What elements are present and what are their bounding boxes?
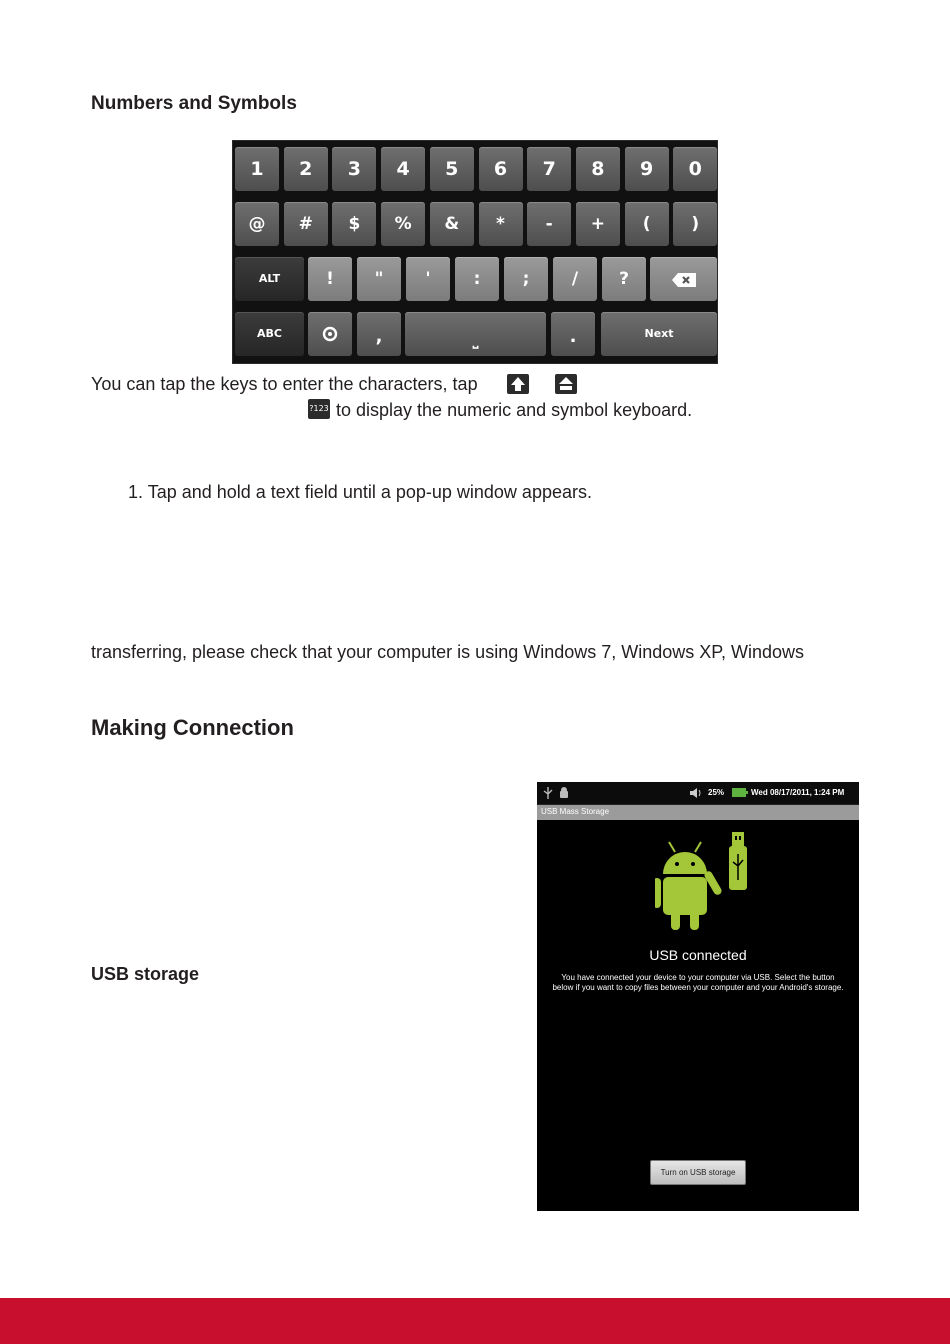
key-label: " bbox=[374, 269, 384, 289]
paragraph-line-2: to display the numeric and symbol keyboard. bbox=[336, 400, 693, 420]
key-label: * bbox=[496, 214, 505, 234]
usb-connected-screenshot bbox=[537, 782, 859, 1211]
comma-key-label: , bbox=[375, 326, 383, 347]
status-datetime: Wed 08/17/2011, 1:24 PM bbox=[751, 788, 845, 797]
key-4-keyboard-row3-keys[interactable] bbox=[504, 257, 548, 301]
key-4-keyboard-row2[interactable] bbox=[430, 202, 474, 246]
title-bar-text: USB Mass Storage bbox=[541, 807, 610, 816]
key-label: ) bbox=[691, 214, 700, 234]
alt-key-label: ALT bbox=[258, 272, 281, 285]
key-0-keyboard-row3-keys[interactable] bbox=[308, 257, 352, 301]
numeric-keyboard bbox=[232, 140, 718, 364]
usb-connected-message: You have connected your device to your computer via USB. Select the button below if you want to copy files between your computer and your Android's storage. bbox=[552, 973, 844, 992]
key-2-keyboard-row1[interactable] bbox=[332, 147, 376, 191]
key-label: ? bbox=[619, 269, 629, 289]
key-label: 6 bbox=[493, 158, 508, 180]
key-1-keyboard-row2[interactable] bbox=[284, 202, 328, 246]
abc-key-label: ABC bbox=[257, 327, 282, 340]
key-label: 7 bbox=[542, 158, 556, 180]
turn-on-usb-storage-button[interactable]: Turn on USB storage bbox=[650, 1160, 746, 1185]
numeric-mode-icon: ?123 bbox=[308, 399, 330, 419]
key-label: / bbox=[571, 269, 579, 289]
key-0-keyboard-row1[interactable] bbox=[235, 147, 279, 191]
abc-key[interactable] bbox=[235, 312, 304, 356]
key-5-keyboard-row1[interactable] bbox=[479, 147, 523, 191]
key-label: # bbox=[298, 214, 313, 234]
key-9-keyboard-row2[interactable] bbox=[673, 202, 717, 246]
key-label: ! bbox=[326, 269, 334, 289]
android-usb-icon bbox=[655, 830, 755, 940]
key-label: $ bbox=[348, 214, 361, 234]
key-label: 8 bbox=[591, 158, 605, 180]
key-label: @ bbox=[248, 214, 266, 234]
usb-storage-label: USB storage bbox=[91, 964, 200, 984]
settings-icon bbox=[322, 326, 338, 342]
period-key[interactable] bbox=[551, 312, 595, 356]
key-label: 3 bbox=[347, 158, 361, 180]
key-9-keyboard-row1[interactable] bbox=[673, 147, 717, 191]
key-8-keyboard-row2[interactable] bbox=[625, 202, 669, 246]
key-label: 5 bbox=[445, 158, 459, 180]
step-1: 1. Tap and hold a text field until a pop-up window appears. bbox=[128, 482, 592, 502]
key-3-keyboard-row1[interactable] bbox=[381, 147, 425, 191]
key-5-keyboard-row3-keys[interactable] bbox=[553, 257, 597, 301]
key-label: ' bbox=[425, 269, 431, 289]
key-3-keyboard-row2[interactable] bbox=[381, 202, 425, 246]
key-1-keyboard-row1[interactable] bbox=[284, 147, 328, 191]
transfer-requirements-line: transferring, please check that your computer is using Windows 7, Windows XP, Windows bbox=[91, 642, 804, 662]
battery-percent: 25% bbox=[708, 788, 725, 797]
key-1-keyboard-row3-keys[interactable] bbox=[357, 257, 401, 301]
key-label: & bbox=[444, 214, 460, 234]
android-debug-icon bbox=[559, 787, 569, 799]
key-2-keyboard-row2[interactable] bbox=[332, 202, 376, 246]
key-label: + bbox=[590, 214, 606, 234]
key-label: ( bbox=[642, 214, 651, 234]
space-key-label: ⎵ bbox=[472, 333, 479, 349]
footer-bar bbox=[0, 1298, 950, 1344]
key-label: 0 bbox=[688, 158, 702, 180]
next-key-label: Next bbox=[644, 327, 674, 340]
section-heading-numbers: Numbers and Symbols bbox=[91, 93, 297, 114]
space-key[interactable] bbox=[405, 312, 546, 356]
alt-key[interactable] bbox=[235, 257, 304, 301]
key-2-keyboard-row3-keys[interactable] bbox=[406, 257, 450, 301]
backspace-icon bbox=[671, 272, 697, 288]
backspace-key[interactable] bbox=[650, 257, 717, 301]
settings-key[interactable] bbox=[308, 312, 352, 356]
key-label: : bbox=[473, 269, 481, 289]
title-bar bbox=[537, 805, 859, 820]
shift-icon bbox=[507, 374, 529, 394]
key-7-keyboard-row1[interactable] bbox=[576, 147, 620, 191]
key-label: 9 bbox=[639, 158, 654, 180]
key-label: 1 bbox=[250, 158, 264, 180]
key-6-keyboard-row2[interactable] bbox=[527, 202, 571, 246]
shift-locked-icon bbox=[555, 374, 577, 394]
usb-icon bbox=[543, 787, 553, 799]
key-label: ; bbox=[522, 269, 530, 289]
paragraph-line-1: You can tap the keys to enter the characters, tap bbox=[91, 374, 478, 394]
key-label: % bbox=[394, 214, 412, 234]
key-4-keyboard-row1[interactable] bbox=[430, 147, 474, 191]
status-bar bbox=[537, 782, 859, 805]
comma-key[interactable] bbox=[357, 312, 401, 356]
period-key-label: . bbox=[569, 326, 577, 347]
key-label: - bbox=[545, 214, 553, 234]
key-5-keyboard-row2[interactable] bbox=[479, 202, 523, 246]
key-3-keyboard-row3-keys[interactable] bbox=[455, 257, 499, 301]
key-6-keyboard-row1[interactable] bbox=[527, 147, 571, 191]
key-6-keyboard-row3-keys[interactable] bbox=[602, 257, 646, 301]
key-7-keyboard-row2[interactable] bbox=[576, 202, 620, 246]
section-heading-connection: Making Connection bbox=[91, 715, 294, 740]
key-0-keyboard-row2[interactable] bbox=[235, 202, 279, 246]
key-label: 2 bbox=[299, 158, 313, 180]
battery-icon bbox=[732, 788, 748, 797]
key-label: 4 bbox=[396, 158, 410, 180]
usb-connected-title: USB connected bbox=[649, 947, 747, 963]
next-key[interactable] bbox=[601, 312, 717, 356]
key-8-keyboard-row1[interactable] bbox=[625, 147, 669, 191]
volume-icon bbox=[690, 788, 702, 798]
